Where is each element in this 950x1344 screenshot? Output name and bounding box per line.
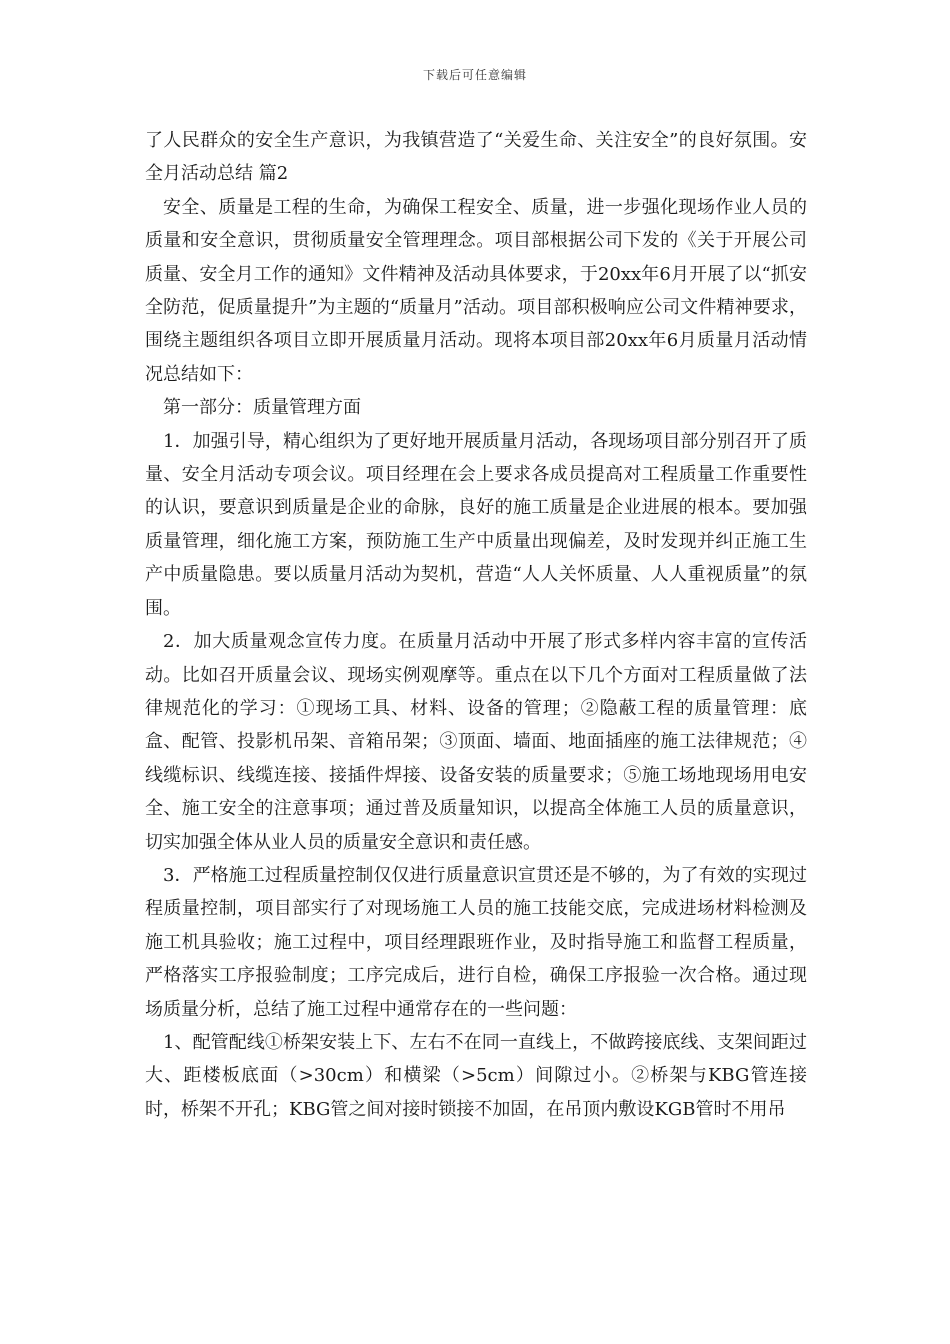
paragraph-2: 安全、质量是工程的生命，为确保工程安全、质量，进一步强化现场作业人员的质量和安全意识，贯彻质量安全管理理念。项目部根据公司下发的《关于开展公司质量、安全月工作的通知》文件精神及活动具体要求，于20xx年6月开展了以“抓安全防范，促质量提升”为主题的“质量月”活动。项目部积极响应公司文件精神要求，围绕主题组织各项目立即开展质量月活动。现将本项目部20xx年6月质量月活动情况总结如下： [145, 196, 807, 385]
paragraph-subitem-1: 1、配管配线①桥架安装上下、左右不在同一直线上，不做跨接底线、支架间距过大、距楼板底面（>30cm）和横梁（>5cm）间隙过小。②桥架与KBG管连接时，桥架不开孔；KBG管之间对接时锁接不加固，在吊顶内敷设KGB管时不用吊 [145, 1031, 807, 1120]
paragraph-item-3: 3．严格施工过程质量控制仅仅进行质量意识宣贯还是不够的，为了有效的实现过程质量控制，项目部实行了对现场施工人员的施工技能交底，完成进场材料检测及施工机具验收；施工过程中，项目经理跟班作业，及时指导施工和监督工程质量，严格落实工序报验制度；工序完成后，进行自检，确保工序报验一次合格。通过现场质量分析，总结了施工过程中通常存在的一些问题： [145, 864, 807, 1020]
section-heading: 第一部分：质量管理方面 [163, 397, 361, 419]
page-header: 下载后可任意编辑 [422, 68, 527, 82]
paragraph-item-2: 2．加大质量观念宣传力度。在质量月活动中开展了形式多样内容丰富的宣传活动。比如召开质量会议、现场实例观摩等。重点在以下几个方面对工程质量做了法律规范化的学习：①现场工具、材料、设备的管理；②隐蔽工程的质量管理：底盒、配管、投影机吊架、音箱吊架；③顶面、墙面、地面插座的施工法律规范；④线缆标识、线缆连接、接插件焊接、设备安装的质量要求；⑤施工场地现场用电安全、施工安全的注意事项；通过普及质量知识，以提高全体施工人员的质量意识，切实加强全体从业人员的质量安全意识和责任感。 [145, 631, 807, 853]
paragraph-1: 了人民群众的安全生产意识，为我镇营造了“关爱生命、关注安全”的良好氛围。安全月活动总结 篇2 [145, 130, 807, 185]
paragraph-item-1: 1．加强引导，精心组织为了更好地开展质量月活动，各现场项目部分别召开了质量、安全月活动专项会议。项目经理在会上要求各成员提高对工程质量工作重要性的认识，要意识到质量是企业的命脉，良好的施工质量是企业进展的根本。要加强质量管理，细化施工方案，预防施工生产中质量出现偏差，及时发现并纠正施工生产中质量隐患。要以质量月活动为契机，营造“人人关怀质量、人人重视质量”的氛围。 [145, 430, 807, 619]
document-body [145, 124, 807, 1126]
